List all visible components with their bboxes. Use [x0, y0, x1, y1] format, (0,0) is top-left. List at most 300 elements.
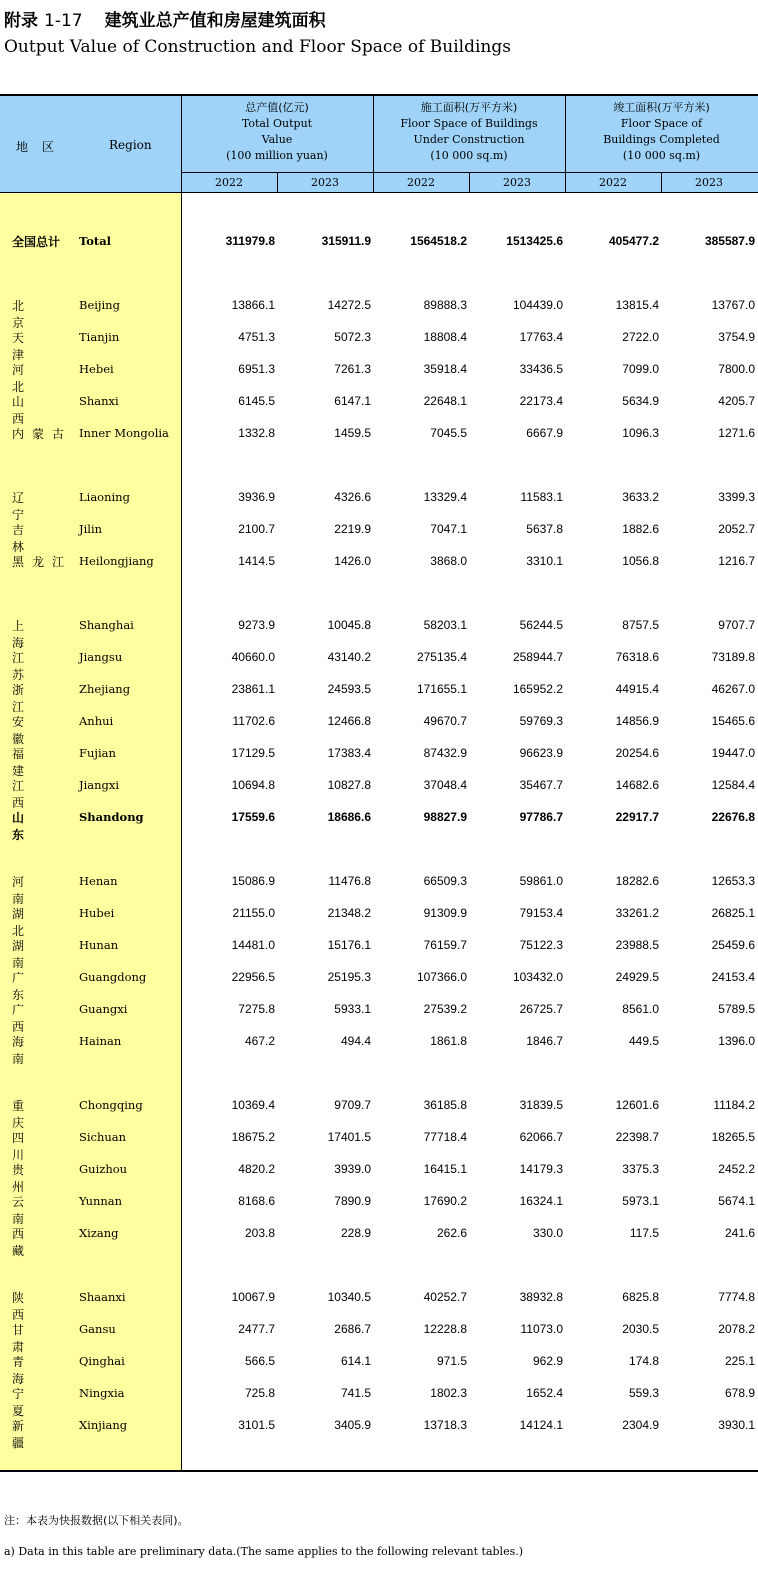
table-cell: 10827.8: [327, 778, 371, 792]
table-cell: 2052.7: [718, 522, 755, 536]
table-cell: 2030.5: [622, 1322, 659, 1336]
table-cell: 75122.3: [519, 938, 563, 952]
table-cell: 18282.6: [615, 874, 659, 888]
table-cell: 16324.1: [519, 1194, 563, 1208]
table-cell: 44915.4: [615, 682, 659, 696]
table-cell: 17129.5: [231, 746, 275, 760]
region-name-en: Hunan: [79, 938, 119, 952]
table-cell: 76159.7: [423, 938, 467, 952]
table-cell: 98827.9: [423, 810, 467, 824]
table-cell: 103432.0: [512, 970, 563, 984]
table-cell: 22398.7: [615, 1130, 659, 1144]
table-header: [0, 94, 758, 193]
region-name-cn: 内蒙古: [12, 427, 73, 441]
table-row: [0, 967, 758, 1002]
table-cell: 1096.3: [622, 426, 659, 440]
page-title-cn: [4, 6, 326, 31]
table-cell: 14682.6: [615, 778, 659, 792]
table-cell: 24593.5: [327, 682, 371, 696]
table-cell: 3375.3: [622, 1162, 659, 1176]
region-name-en: Gansu: [79, 1322, 116, 1336]
table-row: [0, 935, 758, 970]
region-name-en: Liaoning: [79, 490, 130, 504]
table-row: [0, 999, 758, 1034]
table-cell: 31839.5: [519, 1098, 563, 1112]
region-name-cn: 河北: [12, 363, 54, 394]
table-cell: 3399.3: [718, 490, 755, 504]
region-name-en: Shaanxi: [79, 1290, 126, 1304]
region-name-en: Total: [79, 234, 112, 248]
region-name-en: Shandong: [79, 810, 144, 824]
region-name-en: Guizhou: [79, 1162, 128, 1176]
group-unit: (10 000 sq.m): [430, 149, 508, 162]
table-cell: 1882.6: [622, 522, 659, 536]
table-cell: 3754.9: [718, 330, 755, 344]
table-cell: 2686.7: [334, 1322, 371, 1336]
region-name-cn: 陕西: [12, 1291, 54, 1322]
table-cell: 35467.7: [519, 778, 563, 792]
region-name-cn: 广西: [12, 1003, 54, 1034]
table-cell: 107366.0: [416, 970, 467, 984]
table-cell: 4751.3: [238, 330, 275, 344]
table-cell: 17763.4: [519, 330, 563, 344]
region-name-en: Fujian: [79, 746, 116, 760]
table-cell: 1564518.2: [410, 234, 467, 248]
table-cell: 62066.7: [519, 1130, 563, 1144]
table-cell: 2452.2: [718, 1162, 755, 1176]
table-cell: 15176.1: [327, 938, 371, 952]
group-label-en: Floor Space of Buildings: [400, 117, 538, 130]
table-cell: 2100.7: [238, 522, 275, 536]
region-name-en: Hubei: [79, 906, 115, 920]
footnote-en: a) Data in this table are preliminary data.(The same applies to the following relevant tables.): [4, 1545, 524, 1558]
table-cell: 56244.5: [519, 618, 563, 632]
table-cell: 12228.8: [423, 1322, 467, 1336]
table-cell: 33436.5: [519, 362, 563, 376]
table-cell: 77718.4: [423, 1130, 467, 1144]
table-cell: 96623.9: [519, 746, 563, 760]
table-cell: 1652.4: [526, 1386, 563, 1400]
table-cell: 12466.8: [327, 714, 371, 728]
table-cell: 9707.7: [718, 618, 755, 632]
region-header-en: Region: [109, 138, 152, 152]
table-cell: 13815.4: [615, 298, 659, 312]
table-cell: 3633.2: [622, 490, 659, 504]
page-title-en: Output Value of Construction and Floor Space of Buildings: [4, 37, 511, 57]
table-row: [0, 1287, 758, 1322]
table-cell: 8757.5: [622, 618, 659, 632]
region-name-en: Yunnan: [79, 1194, 123, 1208]
table-cell: 3868.0: [430, 554, 467, 568]
table-cell: 962.9: [532, 1354, 563, 1368]
region-name-en: Hebei: [79, 362, 114, 376]
region-name-en: Shanghai: [79, 618, 134, 632]
region-name-cn: 河南: [12, 875, 54, 906]
table-cell: 22956.5: [231, 970, 275, 984]
table-cell: 1802.3: [430, 1386, 467, 1400]
table-cell: 225.1: [724, 1354, 755, 1368]
table-row: [0, 1383, 758, 1418]
region-name-cn: 甘肃: [12, 1323, 54, 1354]
table-row: [0, 1319, 758, 1354]
region-name-en: Qinghai: [79, 1354, 125, 1368]
region-name-cn: 江西: [12, 779, 54, 810]
region-name-cn: 青海: [12, 1355, 54, 1386]
table-cell: 26725.7: [519, 1002, 563, 1016]
table-row: [0, 1223, 758, 1258]
table-cell: 12601.6: [615, 1098, 659, 1112]
table-row: [0, 1127, 758, 1162]
group-label-en: Under Construction: [413, 133, 525, 146]
region-name-en: Xizang: [79, 1226, 119, 1240]
region-name-cn: 黑龙江: [12, 555, 73, 569]
table-row: [0, 1415, 758, 1450]
table-cell: 467.2: [244, 1034, 275, 1048]
table-cell: 678.9: [724, 1386, 755, 1400]
table-cell: 49670.7: [423, 714, 467, 728]
table-cell: 7099.0: [622, 362, 659, 376]
table-cell: 7890.9: [334, 1194, 371, 1208]
table-cell: 17383.4: [327, 746, 371, 760]
table-row: [0, 327, 758, 362]
table-row: [0, 615, 758, 650]
table-cell: 7774.8: [718, 1290, 755, 1304]
year-header: 2022: [215, 176, 243, 189]
table-cell: 22676.8: [711, 810, 755, 824]
table-row: [0, 775, 758, 810]
table-cell: 174.8: [628, 1354, 659, 1368]
table-cell: 1271.6: [718, 426, 755, 440]
table-cell: 11583.1: [520, 490, 563, 504]
table-cell: 66509.3: [423, 874, 467, 888]
region-name-en: Jiangxi: [79, 778, 120, 792]
year-header: 2022: [407, 176, 435, 189]
header-year-divider: [181, 172, 758, 173]
table-cell: 7045.5: [430, 426, 467, 440]
table-cell: 11702.6: [232, 714, 275, 728]
table-cell: 8168.6: [238, 1194, 275, 1208]
table-cell: 7261.3: [334, 362, 371, 376]
table-cell: 275135.4: [416, 650, 467, 664]
table-cell: 330.0: [532, 1226, 563, 1240]
region-name-cn: 上海: [12, 619, 54, 650]
table-cell: 5674.1: [718, 1194, 755, 1208]
region-header-cn: 地区: [16, 140, 69, 154]
table-cell: 3101.5: [238, 1418, 275, 1432]
table-cell: 104439.0: [512, 298, 563, 312]
table-cell: 241.6: [724, 1226, 755, 1240]
table-cell: 14179.3: [519, 1162, 563, 1176]
table-cell: 12653.3: [711, 874, 755, 888]
table-cell: 10045.8: [327, 618, 371, 632]
header-group-completed: [565, 100, 758, 172]
table-cell: 9273.9: [238, 618, 275, 632]
table-cell: 24929.5: [615, 970, 659, 984]
table-cell: 7800.0: [718, 362, 755, 376]
region-name-cn: 西藏: [12, 1227, 54, 1258]
table-cell: 36185.8: [423, 1098, 467, 1112]
region-name-en: Zhejiang: [79, 682, 131, 696]
table-cell: 228.9: [340, 1226, 371, 1240]
table-cell: 21348.2: [327, 906, 371, 920]
table-row: [0, 519, 758, 554]
region-name-cn: 北京: [12, 299, 54, 330]
table-cell: 3405.9: [334, 1418, 371, 1432]
group-label-cn: 竣工面积(万平方米): [613, 101, 710, 114]
table-cell: 79153.4: [519, 906, 563, 920]
year-header: 2023: [311, 176, 339, 189]
region-name-cn: 四川: [12, 1131, 54, 1162]
table-cell: 315911.9: [321, 234, 371, 248]
table-cell: 89888.3: [423, 298, 467, 312]
table-cell: 17401.5: [327, 1130, 371, 1144]
table-cell: 18686.6: [327, 810, 371, 824]
table-bottom-rule: [0, 1470, 758, 1472]
table-cell: 6147.1: [334, 394, 371, 408]
region-name-cn: 辽宁: [12, 491, 54, 522]
table-cell: 117.5: [629, 1226, 659, 1240]
group-label-en: Value: [261, 133, 293, 146]
footnote-cn: 注：本表为快报数据(以下相关表同)。: [4, 1514, 189, 1527]
table-cell: 2477.7: [238, 1322, 275, 1336]
region-name-cn: 广东: [12, 971, 54, 1002]
table-row: [0, 1095, 758, 1130]
table-cell: 7047.1: [430, 522, 467, 536]
table-number: 1-17: [44, 11, 83, 31]
table-cell: 11476.8: [328, 874, 371, 888]
table-cell: 91309.9: [423, 906, 467, 920]
region-name-en: Ningxia: [79, 1386, 125, 1400]
table-cell: 10694.8: [231, 778, 275, 792]
table-cell: 13767.0: [711, 298, 755, 312]
region-name-cn: 全国总计: [12, 235, 61, 249]
table-row: [0, 1351, 758, 1386]
region-name-cn: 湖北: [12, 907, 54, 938]
header-group-under-construction: [373, 100, 565, 172]
group-label-cn: 施工面积(万平方米): [420, 101, 518, 114]
table-row: [0, 679, 758, 714]
table-row: [0, 903, 758, 938]
region-name-cn: 新疆: [12, 1419, 54, 1450]
table-cell: 5072.3: [334, 330, 371, 344]
table-cell: 203.8: [244, 1226, 275, 1240]
table-cell: 1513425.6: [506, 234, 563, 248]
table-cell: 19447.0: [711, 746, 755, 760]
table-row: [0, 487, 758, 522]
table-cell: 2722.0: [622, 330, 659, 344]
table-cell: 5634.9: [622, 394, 659, 408]
table-row: [0, 295, 758, 330]
table-row: [0, 647, 758, 682]
table-cell: 13329.4: [423, 490, 467, 504]
table-cell: 5637.8: [526, 522, 563, 536]
table-cell: 2304.9: [622, 1418, 659, 1432]
region-name-en: Shanxi: [79, 394, 119, 408]
table-cell: 9709.7: [334, 1098, 371, 1112]
region-name-en: Xinjiang: [79, 1418, 128, 1432]
table-cell: 24153.4: [711, 970, 755, 984]
table-row: [0, 1191, 758, 1226]
title-prefix: 附录: [4, 11, 38, 31]
table-cell: 165952.2: [512, 682, 563, 696]
region-name-en: Guangxi: [79, 1002, 128, 1016]
region-name-cn: 福建: [12, 747, 54, 778]
table-cell: 25195.3: [327, 970, 371, 984]
region-name-cn: 湖南: [12, 939, 54, 970]
table-cell: 4205.7: [718, 394, 755, 408]
table-cell: 73189.8: [711, 650, 755, 664]
region-name-en: Jiangsu: [79, 650, 123, 664]
table-row: [0, 231, 758, 251]
table-cell: 18265.5: [711, 1130, 755, 1144]
table-cell: 10067.9: [231, 1290, 275, 1304]
table-cell: 35918.4: [423, 362, 467, 376]
table-cell: 14272.5: [327, 298, 371, 312]
region-name-en: Hainan: [79, 1034, 122, 1048]
year-header: 2022: [599, 176, 627, 189]
table-cell: 76318.6: [615, 650, 659, 664]
table-cell: 18675.2: [231, 1130, 275, 1144]
table-cell: 311979.8: [225, 234, 275, 248]
table-row: [0, 743, 758, 778]
table-row: [0, 807, 758, 842]
table-cell: 58203.1: [423, 618, 467, 632]
table-cell: 385587.9: [704, 234, 755, 248]
region-name-en: Tianjin: [79, 330, 120, 344]
table-cell: 1216.7: [718, 554, 755, 568]
region-name-en: Chongqing: [79, 1098, 143, 1112]
region-name-cn: 山西: [12, 395, 54, 426]
table-cell: 33261.2: [615, 906, 659, 920]
table-cell: 26825.1: [711, 906, 755, 920]
table-cell: 5789.5: [718, 1002, 755, 1016]
table-cell: 10340.5: [327, 1290, 371, 1304]
table-cell: 22173.4: [519, 394, 563, 408]
table-row: [0, 551, 758, 571]
table-cell: 1056.8: [622, 554, 659, 568]
region-name-en: Beijing: [79, 298, 120, 312]
table-cell: 27539.2: [423, 1002, 467, 1016]
table-cell: 15465.6: [711, 714, 755, 728]
table-cell: 566.5: [244, 1354, 275, 1368]
region-name-en: Sichuan: [79, 1130, 127, 1144]
header-group-output: [181, 100, 373, 172]
table-cell: 15086.9: [231, 874, 275, 888]
region-name-cn: 浙江: [12, 683, 54, 714]
group-unit: (10 000 sq.m): [622, 149, 701, 162]
table-cell: 1396.0: [718, 1034, 755, 1048]
table-cell: 13718.3: [423, 1418, 467, 1432]
table-cell: 25459.6: [711, 938, 755, 952]
region-name-en: Henan: [79, 874, 118, 888]
region-name-cn: 宁夏: [12, 1387, 54, 1418]
group-label-en: Floor Space of: [620, 117, 703, 130]
table-cell: 6825.8: [622, 1290, 659, 1304]
table-cell: 46267.0: [711, 682, 755, 696]
table-cell: 262.6: [436, 1226, 467, 1240]
table-cell: 5973.1: [622, 1194, 659, 1208]
table-cell: 3939.0: [334, 1162, 371, 1176]
table-cell: 40252.7: [423, 1290, 467, 1304]
region-name-cn: 山东: [12, 811, 54, 842]
table-cell: 171655.1: [416, 682, 467, 696]
table-cell: 40660.0: [231, 650, 275, 664]
region-name-cn: 贵州: [12, 1163, 54, 1194]
table-cell: 1861.8: [430, 1034, 467, 1048]
table-cell: 2078.2: [718, 1322, 755, 1336]
region-name-en: Heilongjiang: [79, 554, 154, 568]
table-cell: 3936.9: [238, 490, 275, 504]
table-cell: 14481.0: [231, 938, 275, 952]
table-cell: 4326.6: [334, 490, 371, 504]
title-cn-text: 建筑业总产值和房屋建筑面积: [104, 11, 326, 31]
table-cell: 10369.4: [231, 1098, 275, 1112]
region-name-en: Anhui: [79, 714, 114, 728]
table-row: [0, 711, 758, 746]
table-cell: 3930.1: [718, 1418, 755, 1432]
region-name-en: Jilin: [79, 522, 103, 536]
table-cell: 23861.1: [231, 682, 275, 696]
table-cell: 18808.4: [423, 330, 467, 344]
table-row: [0, 423, 758, 443]
table-cell: 16415.1: [423, 1162, 467, 1176]
table-cell: 725.8: [244, 1386, 275, 1400]
table-cell: 614.1: [340, 1354, 371, 1368]
table-cell: 559.3: [628, 1386, 659, 1400]
table-cell: 449.5: [628, 1034, 659, 1048]
table-cell: 1846.7: [526, 1034, 563, 1048]
region-name-cn: 江苏: [12, 651, 54, 682]
table-cell: 11184.2: [713, 1098, 755, 1112]
region-name-cn: 安徽: [12, 715, 54, 746]
table-cell: 43140.2: [327, 650, 371, 664]
table-row: [0, 391, 758, 426]
table-cell: 11073.0: [520, 1322, 563, 1336]
table-cell: 4820.2: [238, 1162, 275, 1176]
table-cell: 3310.1: [526, 554, 563, 568]
table-cell: 494.4: [340, 1034, 371, 1048]
table-cell: 20254.6: [615, 746, 659, 760]
table-row: [0, 1159, 758, 1194]
region-name-cn: 海南: [12, 1035, 54, 1066]
table-cell: 87432.9: [423, 746, 467, 760]
table-cell: 59769.3: [519, 714, 563, 728]
year-header: 2023: [695, 176, 723, 189]
table-cell: 405477.2: [608, 234, 659, 248]
table-cell: 14124.1: [519, 1418, 563, 1432]
region-name-cn: 云南: [12, 1195, 54, 1226]
table-cell: 6951.3: [238, 362, 275, 376]
table-cell: 8561.0: [622, 1002, 659, 1016]
table-cell: 21155.0: [232, 906, 275, 920]
table-row: [0, 871, 758, 906]
table-cell: 741.5: [340, 1386, 371, 1400]
table-cell: 6667.9: [526, 426, 563, 440]
table-cell: 1414.5: [238, 554, 275, 568]
table-cell: 38932.8: [519, 1290, 563, 1304]
region-name-cn: 吉林: [12, 523, 54, 554]
table-cell: 59861.0: [519, 874, 563, 888]
table-cell: 22648.1: [423, 394, 467, 408]
table-cell: 1459.5: [334, 426, 371, 440]
table-cell: 12584.4: [711, 778, 755, 792]
table-cell: 23988.5: [615, 938, 659, 952]
table-cell: 13866.1: [231, 298, 275, 312]
region-name-en: Guangdong: [79, 970, 147, 984]
table-cell: 6145.5: [238, 394, 275, 408]
table-row: [0, 1031, 758, 1066]
region-column-divider: [181, 193, 182, 1471]
